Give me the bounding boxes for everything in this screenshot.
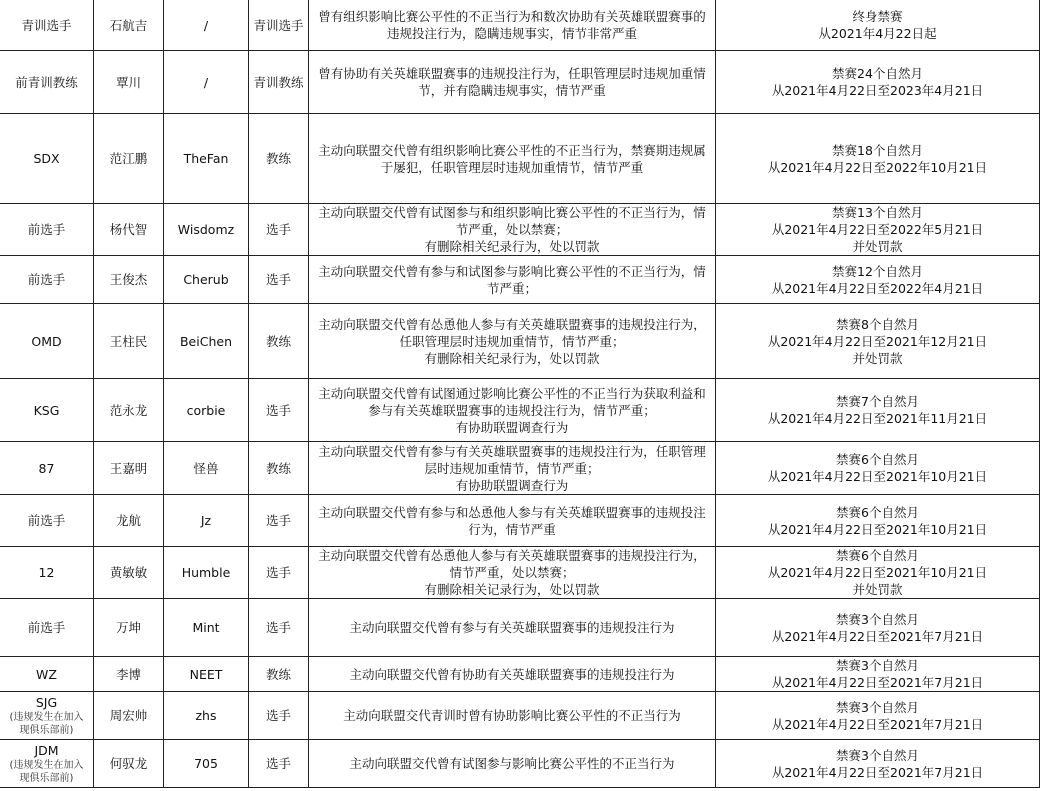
name-text: 范永龙 (109, 402, 148, 418)
cell-penalty (716, 114, 1040, 204)
cell-team (0, 495, 94, 547)
penalty-line: 禁赛3个自然月 (836, 658, 919, 673)
cell-id (164, 547, 249, 599)
name-text: 周宏帅 (109, 708, 148, 723)
reason-line: 主动向联盟交代曾有试图通过影响比赛公平性的不正当行为获取利益和 (318, 385, 706, 401)
id-text: / (203, 17, 209, 33)
role-text: 选手 (265, 402, 291, 418)
penalty-line: 禁赛13个自然月 (832, 205, 923, 220)
cell-team (0, 599, 94, 657)
cell-team (0, 740, 94, 788)
cell-team (0, 256, 94, 304)
cell-team (0, 547, 94, 599)
reason-line: 行为，情节严重 (468, 521, 556, 537)
team-line: 前选手 (27, 620, 66, 635)
reason-line: 主动向联盟交代曾有参与和怂恿他人参与有关英雄联盟赛事的违规投注 (318, 504, 706, 520)
cell-id (164, 740, 249, 788)
penalty-line: 禁赛24个自然月 (832, 66, 923, 81)
role-text: 选手 (265, 620, 291, 635)
name-text: 王俊杰 (109, 272, 148, 287)
penalty-line: 禁赛18个自然月 (832, 142, 923, 158)
reason-line: 任职管理层时违规加重情节，情节严重； (399, 333, 625, 349)
reason-line: 曾有协助有关英雄联盟赛事的违规投注行为，任职管理层时违规加重情 (318, 66, 706, 81)
cell-id (164, 495, 249, 547)
cell-reason (309, 304, 716, 379)
cell-role (249, 599, 309, 657)
cell-role (249, 442, 309, 495)
penalty-line: 从2021年4月22日至2021年11月21日 (767, 411, 988, 426)
name-text: 王柱民 (109, 333, 148, 349)
reason-line: 参与有关英雄联盟赛事的违规投注行为，情节严重； (368, 402, 656, 418)
cell-reason (309, 51, 716, 114)
cell-penalty (716, 692, 1040, 740)
cell-id (164, 304, 249, 379)
cell-penalty (716, 740, 1040, 788)
penalty-line: 从2021年4月22日至2021年10月21日 (767, 469, 988, 484)
id-text: corbie (186, 402, 226, 418)
table-row (0, 51, 1040, 114)
cell-reason (309, 495, 716, 547)
team-line: 12 (38, 565, 55, 580)
id-text: BeiChen (179, 333, 232, 349)
table-row (0, 692, 1040, 740)
penalty-line: 从2021年4月22日至2021年7月21日 (771, 628, 984, 644)
penalty-line: 并处罚款 (852, 582, 903, 597)
name-text: 黄敏敏 (109, 565, 148, 580)
table-row (0, 599, 1040, 657)
cell-penalty (716, 256, 1040, 304)
team-line: OMD (31, 333, 62, 349)
reason-line: 主动向联盟交代曾有怂恿他人参与有关英雄联盟赛事的违规投注行为， (318, 316, 706, 332)
penalty-line: 禁赛3个自然月 (836, 611, 919, 627)
cell-penalty (716, 304, 1040, 379)
name-text: 李博 (115, 666, 141, 682)
cell-team (0, 379, 94, 442)
cell-reason (309, 379, 716, 442)
cell-name (94, 599, 164, 657)
penalty-line: 禁赛7个自然月 (836, 394, 919, 409)
cell-penalty (716, 51, 1040, 114)
penalty-line: 并处罚款 (852, 350, 903, 366)
cell-id (164, 599, 249, 657)
cell-name (94, 442, 164, 495)
id-text: 怪兽 (193, 460, 219, 476)
cell-team (0, 114, 94, 204)
reason-line: 节严重，处以禁赛； (455, 222, 569, 237)
table-row (0, 256, 1040, 304)
cell-name (94, 304, 164, 379)
role-text: 教练 (265, 151, 291, 166)
cell-id (164, 114, 249, 204)
reason-line: 主动向联盟交代曾有怂恿他人参与有关英雄联盟赛事的违规投注行为， (318, 548, 706, 563)
name-text: 万坤 (115, 620, 141, 635)
penalty-line: 从2021年4月22日至2021年12月21日 (767, 333, 988, 349)
penalty-line: 从2021年4月22日至2021年10月21日 (767, 521, 988, 537)
team-line: 前选手 (27, 513, 66, 528)
penalty-line: 禁赛6个自然月 (836, 452, 919, 467)
cell-name (94, 51, 164, 114)
cell-penalty (716, 442, 1040, 495)
table-row (0, 657, 1040, 692)
cell-id (164, 657, 249, 692)
role-text: 青训选手 (253, 17, 304, 33)
team-line: 前选手 (27, 272, 66, 287)
name-text: 范江鹏 (109, 151, 148, 166)
role-text: 选手 (265, 272, 291, 287)
cell-id (164, 204, 249, 256)
id-text: Mint (192, 620, 220, 635)
reason-line: 有协助联盟调查行为 (455, 477, 569, 493)
cell-name (94, 379, 164, 442)
penalty-line: 从2021年4月22日至2023年4月21日 (771, 83, 984, 98)
cell-penalty (716, 599, 1040, 657)
team-note: (违规发生在加入 (9, 712, 84, 723)
cell-role (249, 740, 309, 788)
cell-name (94, 740, 164, 788)
reason-line: 情节严重，处以禁赛； (449, 565, 575, 580)
cell-role (249, 114, 309, 204)
cell-role (249, 51, 309, 114)
cell-role (249, 495, 309, 547)
reason-line: 节严重； (486, 280, 537, 296)
cell-penalty (716, 495, 1040, 547)
penalty-line: 从2021年4月22日至2021年7月21日 (771, 716, 984, 732)
role-text: 选手 (265, 756, 291, 771)
cell-id (164, 256, 249, 304)
reason-line: 有删除相关纪录行为，处以罚款 (424, 239, 600, 254)
cell-role (249, 204, 309, 256)
cell-team (0, 657, 94, 692)
penalty-line: 从2021年4月22日至2021年7月21日 (771, 675, 984, 690)
cell-name (94, 256, 164, 304)
penalty-line: 禁赛12个自然月 (832, 263, 923, 279)
table-row (0, 304, 1040, 379)
penalty-line: 并处罚款 (852, 239, 903, 254)
cell-name (94, 204, 164, 256)
penalty-line: 禁赛6个自然月 (836, 504, 919, 520)
cell-id (164, 692, 249, 740)
cell-name (94, 547, 164, 599)
id-text: 705 (194, 756, 218, 771)
role-text: 青训教练 (253, 74, 304, 90)
cell-name (94, 692, 164, 740)
team-line: SJG (35, 695, 58, 710)
penalty-line: 终身禁赛 (852, 9, 903, 24)
name-text: 石航吉 (109, 17, 148, 33)
cell-reason (309, 692, 716, 740)
role-text: 选手 (265, 513, 291, 528)
reason-line: 有删除相关记录行为，处以罚款 (424, 582, 600, 597)
name-text: 龙航 (115, 513, 141, 528)
reason-line: 层时违规加重情节，情节严重； (424, 460, 600, 476)
cell-penalty (716, 379, 1040, 442)
cell-reason (309, 740, 716, 788)
reason-line: 主动向联盟交代青训时曾有协助影响比赛公平性的不正当行为 (343, 708, 681, 723)
cell-id (164, 51, 249, 114)
reason-line: 主动向联盟交代曾有参与和试图参与影响比赛公平性的不正当行为，情 (318, 263, 706, 279)
penalty-line: 从2021年4月22日起 (818, 26, 937, 41)
cell-role (249, 0, 309, 51)
reason-line: 主动向联盟交代曾有试图参与和组织影响比赛公平性的不正当行为，情 (318, 205, 706, 220)
team-note: 现俱乐部前) (19, 725, 74, 736)
cell-id (164, 0, 249, 51)
reason-line: 节，并有隐瞒违规事实，情节严重 (418, 83, 606, 98)
cell-role (249, 657, 309, 692)
penalty-line: 从2021年4月22日至2022年5月21日 (771, 222, 984, 237)
reason-line: 有删除相关纪录行为，处以罚款 (424, 350, 600, 366)
cell-reason (309, 547, 716, 599)
penalty-line: 禁赛3个自然月 (836, 699, 919, 715)
team-line: 前青训教练 (15, 74, 78, 90)
table-row (0, 379, 1040, 442)
penalty-line: 从2021年4月22日至2022年10月21日 (767, 159, 988, 175)
penalty-line: 从2021年4月22日至2021年10月21日 (767, 565, 988, 580)
reason-line: 曾有组织影响比赛公平性的不正当行为和数次协助有关英雄联盟赛事的 (318, 9, 706, 24)
team-line: KSG (33, 402, 60, 418)
team-line: WZ (36, 666, 57, 682)
table-row (0, 740, 1040, 788)
cell-reason (309, 114, 716, 204)
reason-line: 主动向联盟交代曾有参与有关英雄联盟赛事的违规投注行为 (349, 620, 675, 635)
name-text: 覃川 (115, 74, 141, 90)
name-text: 何驭龙 (109, 756, 148, 771)
cell-reason (309, 599, 716, 657)
role-text: 教练 (265, 460, 291, 476)
cell-team (0, 51, 94, 114)
team-line: 前选手 (27, 222, 66, 237)
id-text: Wisdomz (177, 222, 235, 237)
role-text: 选手 (265, 222, 291, 237)
reason-line: 主动向联盟交代曾有协助有关英雄联盟赛事的违规投注行为 (349, 666, 675, 682)
id-text: Humble (181, 565, 231, 580)
cell-id (164, 442, 249, 495)
table-row (0, 114, 1040, 204)
cell-role (249, 379, 309, 442)
penalty-line: 禁赛3个自然月 (836, 747, 919, 763)
team-line: JDM (34, 743, 59, 758)
role-text: 教练 (265, 333, 291, 349)
role-text: 教练 (265, 666, 291, 682)
reason-line: 违规投注行为，隐瞒违规事实，情节非常严重 (386, 26, 637, 41)
table-row (0, 204, 1040, 256)
cell-reason (309, 442, 716, 495)
table-row (0, 442, 1040, 495)
id-text: Jz (200, 513, 212, 528)
table-row (0, 495, 1040, 547)
team-line: 87 (38, 460, 55, 476)
role-text: 选手 (265, 565, 291, 580)
id-text: TheFan (183, 151, 229, 166)
cell-team (0, 442, 94, 495)
reason-line: 于屡犯，任职管理层时违规加重情节，情节严重 (380, 159, 644, 175)
cell-reason (309, 657, 716, 692)
cell-id (164, 379, 249, 442)
cell-role (249, 256, 309, 304)
cell-reason (309, 256, 716, 304)
team-line: SDX (33, 151, 60, 166)
cell-role (249, 304, 309, 379)
penalty-line: 从2021年4月22日至2021年7月21日 (771, 764, 984, 780)
reason-line: 有协助联盟调查行为 (455, 419, 569, 435)
cell-team (0, 204, 94, 256)
penalty-line: 禁赛8个自然月 (836, 316, 919, 332)
reason-line: 主动向联盟交代曾有组织影响比赛公平性的不正当行为，禁赛期违规属 (318, 142, 706, 158)
cell-team (0, 304, 94, 379)
reason-line: 主动向联盟交代曾有参与有关英雄联盟赛事的违规投注行为，任职管理 (318, 443, 706, 459)
cell-reason (309, 0, 716, 51)
team-note: 现俱乐部前) (19, 773, 74, 784)
cell-penalty (716, 204, 1040, 256)
team-line: 青训选手 (21, 17, 72, 33)
cell-role (249, 547, 309, 599)
cell-name (94, 495, 164, 547)
id-text: zhs (195, 708, 217, 723)
table-row (0, 547, 1040, 599)
id-text: NEET (189, 666, 223, 682)
penalty-line: 从2021年4月22日至2022年4月21日 (771, 280, 984, 296)
cell-team (0, 0, 94, 51)
id-text: / (203, 74, 209, 90)
cell-penalty (716, 0, 1040, 51)
name-text: 杨代智 (109, 222, 148, 237)
cell-role (249, 692, 309, 740)
cell-reason (309, 204, 716, 256)
cell-name (94, 0, 164, 51)
cell-penalty (716, 657, 1040, 692)
cell-team (0, 692, 94, 740)
id-text: Cherub (183, 272, 229, 287)
reason-line: 主动向联盟交代曾有试图参与影响比赛公平性的不正当行为 (349, 756, 675, 771)
role-text: 选手 (265, 708, 291, 723)
cell-penalty (716, 547, 1040, 599)
table-row (0, 0, 1040, 51)
cell-name (94, 657, 164, 692)
name-text: 王嘉明 (109, 460, 148, 476)
team-note: (违规发生在加入 (9, 760, 84, 771)
penalty-line: 禁赛6个自然月 (836, 548, 919, 563)
cell-name (94, 114, 164, 204)
